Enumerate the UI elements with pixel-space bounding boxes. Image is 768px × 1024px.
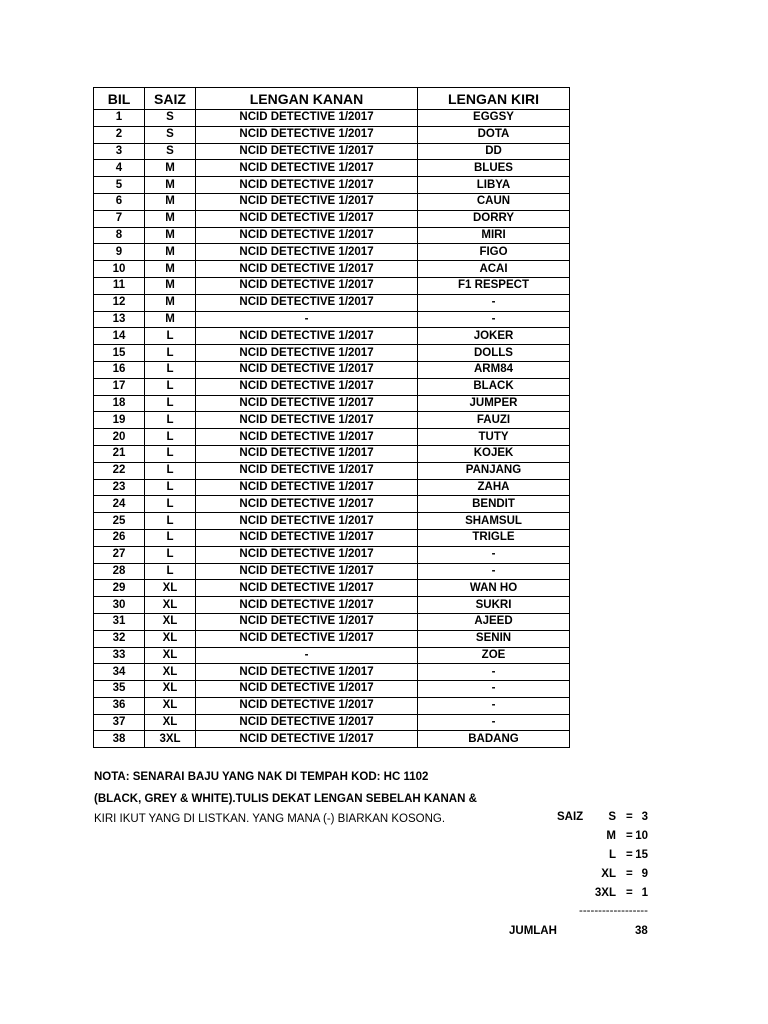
cell-bil: 35 — [94, 681, 145, 698]
cell-lengan-kanan: NCID DETECTIVE 1/2017 — [196, 429, 418, 446]
size-equals: = — [626, 811, 633, 823]
cell-saiz: L — [145, 378, 196, 395]
cell-lengan-kanan: NCID DETECTIVE 1/2017 — [196, 345, 418, 362]
size-name: XL — [601, 868, 616, 880]
cell-saiz: XL — [145, 613, 196, 630]
cell-bil: 3 — [94, 143, 145, 160]
size-summary-row — [560, 868, 656, 884]
cell-saiz: S — [145, 110, 196, 127]
table-row — [94, 277, 570, 294]
cell-lengan-kanan: NCID DETECTIVE 1/2017 — [196, 714, 418, 731]
cell-lengan-kiri: AJEED — [418, 613, 570, 630]
size-count: 3 — [641, 811, 648, 823]
table-body — [94, 110, 570, 748]
cell-bil: 8 — [94, 227, 145, 244]
cell-bil: 27 — [94, 546, 145, 563]
cell-lengan-kanan: NCID DETECTIVE 1/2017 — [196, 110, 418, 127]
cell-lengan-kiri: FIGO — [418, 244, 570, 261]
cell-bil: 36 — [94, 697, 145, 714]
cell-lengan-kiri: - — [418, 294, 570, 311]
table-row — [94, 126, 570, 143]
size-equals: = — [626, 849, 633, 861]
cell-lengan-kiri: - — [418, 664, 570, 681]
cell-lengan-kiri: F1 RESPECT — [418, 277, 570, 294]
table-row — [94, 261, 570, 278]
cell-lengan-kiri: EGGSY — [418, 110, 570, 127]
cell-bil: 21 — [94, 445, 145, 462]
cell-lengan-kiri: TRIGLE — [418, 529, 570, 546]
cell-bil: 17 — [94, 378, 145, 395]
size-summary-row — [560, 849, 656, 865]
cell-bil: 37 — [94, 714, 145, 731]
cell-lengan-kiri: JUMPER — [418, 395, 570, 412]
cell-lengan-kiri: DORRY — [418, 210, 570, 227]
cell-lengan-kanan: NCID DETECTIVE 1/2017 — [196, 177, 418, 194]
cell-lengan-kanan: NCID DETECTIVE 1/2017 — [196, 361, 418, 378]
cell-bil: 2 — [94, 126, 145, 143]
cell-saiz: M — [145, 160, 196, 177]
cell-lengan-kanan: NCID DETECTIVE 1/2017 — [196, 563, 418, 580]
table-row — [94, 681, 570, 698]
table-row — [94, 143, 570, 160]
cell-saiz: L — [145, 563, 196, 580]
order-table — [93, 87, 570, 748]
size-summary-row — [560, 887, 656, 903]
cell-saiz: XL — [145, 647, 196, 664]
cell-lengan-kanan: NCID DETECTIVE 1/2017 — [196, 580, 418, 597]
cell-saiz: M — [145, 193, 196, 210]
cell-saiz: XL — [145, 664, 196, 681]
cell-lengan-kanan: NCID DETECTIVE 1/2017 — [196, 412, 418, 429]
cell-lengan-kiri: SENIN — [418, 630, 570, 647]
cell-saiz: M — [145, 277, 196, 294]
cell-lengan-kiri: - — [418, 714, 570, 731]
table-row — [94, 378, 570, 395]
cell-bil: 24 — [94, 496, 145, 513]
cell-lengan-kiri: JOKER — [418, 328, 570, 345]
cell-lengan-kanan: NCID DETECTIVE 1/2017 — [196, 210, 418, 227]
note-line-3: KIRI IKUT YANG DI LISTKAN. YANG MANA (-) BIARKAN KOSONG. — [94, 813, 446, 825]
cell-bil: 26 — [94, 529, 145, 546]
cell-lengan-kanan: - — [196, 647, 418, 664]
cell-saiz: L — [145, 496, 196, 513]
cell-lengan-kiri: MIRI — [418, 227, 570, 244]
cell-lengan-kanan: NCID DETECTIVE 1/2017 — [196, 160, 418, 177]
table-row — [94, 697, 570, 714]
cell-lengan-kiri: BENDIT — [418, 496, 570, 513]
cell-bil: 5 — [94, 177, 145, 194]
cell-lengan-kanan: NCID DETECTIVE 1/2017 — [196, 630, 418, 647]
table-row — [94, 513, 570, 530]
header-lengan-kiri: LENGAN KIRI — [418, 88, 570, 110]
cell-saiz: L — [145, 546, 196, 563]
cell-lengan-kiri: TUTY — [418, 429, 570, 446]
cell-lengan-kiri: SHAMSUL — [418, 513, 570, 530]
cell-saiz: L — [145, 445, 196, 462]
cell-lengan-kanan: NCID DETECTIVE 1/2017 — [196, 445, 418, 462]
cell-lengan-kiri: BLACK — [418, 378, 570, 395]
cell-lengan-kanan: NCID DETECTIVE 1/2017 — [196, 479, 418, 496]
cell-bil: 22 — [94, 462, 145, 479]
cell-saiz: L — [145, 513, 196, 530]
table-row — [94, 597, 570, 614]
table-row — [94, 193, 570, 210]
cell-saiz: M — [145, 244, 196, 261]
table-row — [94, 630, 570, 647]
cell-saiz: XL — [145, 697, 196, 714]
cell-lengan-kiri: - — [418, 681, 570, 698]
cell-lengan-kiri: PANJANG — [418, 462, 570, 479]
table-row — [94, 445, 570, 462]
cell-lengan-kanan: NCID DETECTIVE 1/2017 — [196, 143, 418, 160]
cell-bil: 6 — [94, 193, 145, 210]
cell-lengan-kiri: KOJEK — [418, 445, 570, 462]
cell-saiz: S — [145, 143, 196, 160]
cell-lengan-kanan: NCID DETECTIVE 1/2017 — [196, 513, 418, 530]
cell-bil: 31 — [94, 613, 145, 630]
cell-lengan-kanan: NCID DETECTIVE 1/2017 — [196, 261, 418, 278]
cell-saiz: XL — [145, 714, 196, 731]
size-name: L — [608, 849, 616, 861]
cell-bil: 33 — [94, 647, 145, 664]
cell-lengan-kiri: DOLLS — [418, 345, 570, 362]
cell-lengan-kanan: NCID DETECTIVE 1/2017 — [196, 462, 418, 479]
cell-bil: 13 — [94, 311, 145, 328]
cell-saiz: M — [145, 261, 196, 278]
cell-saiz: XL — [145, 597, 196, 614]
cell-lengan-kanan: NCID DETECTIVE 1/2017 — [196, 529, 418, 546]
table-row — [94, 429, 570, 446]
table-row — [94, 731, 570, 748]
cell-bil: 30 — [94, 597, 145, 614]
cell-lengan-kiri: DOTA — [418, 126, 570, 143]
cell-bil: 4 — [94, 160, 145, 177]
cell-lengan-kanan: NCID DETECTIVE 1/2017 — [196, 294, 418, 311]
cell-bil: 28 — [94, 563, 145, 580]
cell-saiz: M — [145, 227, 196, 244]
size-count: 9 — [641, 868, 648, 880]
table-row — [94, 496, 570, 513]
cell-bil: 14 — [94, 328, 145, 345]
table-row — [94, 110, 570, 127]
cell-lengan-kanan: NCID DETECTIVE 1/2017 — [196, 126, 418, 143]
cell-lengan-kanan: NCID DETECTIVE 1/2017 — [196, 496, 418, 513]
cell-lengan-kanan: NCID DETECTIVE 1/2017 — [196, 395, 418, 412]
cell-lengan-kiri: - — [418, 546, 570, 563]
cell-lengan-kiri: - — [418, 697, 570, 714]
table-header-row — [94, 88, 570, 110]
table-row — [94, 580, 570, 597]
table-row — [94, 462, 570, 479]
cell-lengan-kanan: NCID DETECTIVE 1/2017 — [196, 597, 418, 614]
cell-lengan-kanan: NCID DETECTIVE 1/2017 — [196, 378, 418, 395]
cell-bil: 7 — [94, 210, 145, 227]
cell-saiz: L — [145, 345, 196, 362]
cell-lengan-kanan: NCID DETECTIVE 1/2017 — [196, 227, 418, 244]
cell-bil: 12 — [94, 294, 145, 311]
cell-saiz: L — [145, 361, 196, 378]
cell-saiz: XL — [145, 630, 196, 647]
table-row — [94, 311, 570, 328]
cell-lengan-kiri: LIBYA — [418, 177, 570, 194]
cell-bil: 1 — [94, 110, 145, 127]
header-saiz: SAIZ — [145, 88, 196, 110]
cell-bil: 11 — [94, 277, 145, 294]
cell-saiz: L — [145, 479, 196, 496]
table-row — [94, 244, 570, 261]
cell-lengan-kanan: NCID DETECTIVE 1/2017 — [196, 697, 418, 714]
cell-lengan-kiri: BADANG — [418, 731, 570, 748]
cell-saiz: L — [145, 395, 196, 412]
cell-saiz: S — [145, 126, 196, 143]
size-summary-row — [560, 830, 656, 846]
cell-saiz: L — [145, 529, 196, 546]
note-line-2: (BLACK, GREY & WHITE).TULIS DEKAT LENGAN SEBELAH KANAN & — [94, 793, 477, 805]
cell-lengan-kiri: DD — [418, 143, 570, 160]
table-row — [94, 177, 570, 194]
cell-bil: 10 — [94, 261, 145, 278]
cell-lengan-kiri: WAN HO — [418, 580, 570, 597]
size-count: 1 — [641, 887, 648, 899]
cell-lengan-kanan: NCID DETECTIVE 1/2017 — [196, 244, 418, 261]
cell-saiz: M — [145, 177, 196, 194]
table-row — [94, 328, 570, 345]
header-bil: BIL — [94, 88, 145, 110]
table-row — [94, 227, 570, 244]
cell-bil: 18 — [94, 395, 145, 412]
table-row — [94, 210, 570, 227]
table-row — [94, 479, 570, 496]
cell-lengan-kanan: NCID DETECTIVE 1/2017 — [196, 664, 418, 681]
table-row — [94, 664, 570, 681]
table-row — [94, 361, 570, 378]
cell-saiz: L — [145, 462, 196, 479]
cell-bil: 25 — [94, 513, 145, 530]
table-row — [94, 529, 570, 546]
cell-bil: 32 — [94, 630, 145, 647]
size-name: S — [608, 811, 616, 823]
cell-saiz: M — [145, 294, 196, 311]
summary-separator: ------------------ — [579, 905, 648, 917]
cell-lengan-kanan: NCID DETECTIVE 1/2017 — [196, 277, 418, 294]
cell-lengan-kiri: - — [418, 311, 570, 328]
table-row — [94, 160, 570, 177]
cell-lengan-kanan: NCID DETECTIVE 1/2017 — [196, 731, 418, 748]
table-row — [94, 563, 570, 580]
size-equals: = — [626, 868, 633, 880]
cell-saiz: M — [145, 210, 196, 227]
size-count: 10 — [635, 830, 648, 842]
cell-lengan-kiri: - — [418, 563, 570, 580]
cell-lengan-kiri: BLUES — [418, 160, 570, 177]
table-row — [94, 647, 570, 664]
cell-lengan-kiri: ZOE — [418, 647, 570, 664]
table-row — [94, 546, 570, 563]
cell-lengan-kanan: NCID DETECTIVE 1/2017 — [196, 681, 418, 698]
cell-lengan-kanan: NCID DETECTIVE 1/2017 — [196, 613, 418, 630]
size-name: 3XL — [594, 887, 616, 899]
cell-saiz: L — [145, 429, 196, 446]
table-row — [94, 613, 570, 630]
header-lengan-kanan: LENGAN KANAN — [196, 88, 418, 110]
cell-lengan-kiri: SUKRI — [418, 597, 570, 614]
size-equals: = — [626, 887, 633, 899]
size-name: M — [606, 830, 616, 842]
cell-lengan-kiri: CAUN — [418, 193, 570, 210]
cell-lengan-kiri: ACAI — [418, 261, 570, 278]
cell-saiz: M — [145, 311, 196, 328]
cell-lengan-kanan: NCID DETECTIVE 1/2017 — [196, 193, 418, 210]
table-row — [94, 412, 570, 429]
cell-bil: 23 — [94, 479, 145, 496]
cell-bil: 38 — [94, 731, 145, 748]
cell-lengan-kiri: ARM84 — [418, 361, 570, 378]
cell-bil: 20 — [94, 429, 145, 446]
table-row — [94, 294, 570, 311]
cell-saiz: 3XL — [145, 731, 196, 748]
cell-lengan-kiri: FAUZI — [418, 412, 570, 429]
cell-bil: 16 — [94, 361, 145, 378]
cell-saiz: L — [145, 328, 196, 345]
cell-bil: 15 — [94, 345, 145, 362]
cell-lengan-kanan: NCID DETECTIVE 1/2017 — [196, 546, 418, 563]
total-label: JUMLAH — [509, 925, 557, 937]
cell-saiz: XL — [145, 681, 196, 698]
table-row — [94, 714, 570, 731]
note-line-1: NOTA: SENARAI BAJU YANG NAK DI TEMPAH KOD: HC 1102 — [94, 771, 429, 783]
cell-saiz: L — [145, 412, 196, 429]
table-row — [94, 395, 570, 412]
size-equals: = — [626, 830, 633, 842]
cell-bil: 29 — [94, 580, 145, 597]
summary-label: SAIZ — [557, 811, 584, 823]
total-value: 38 — [635, 925, 648, 937]
table-row — [94, 345, 570, 362]
cell-bil: 9 — [94, 244, 145, 261]
cell-bil: 19 — [94, 412, 145, 429]
size-count: 15 — [635, 849, 648, 861]
size-summary-row — [560, 811, 656, 827]
cell-bil: 34 — [94, 664, 145, 681]
cell-saiz: XL — [145, 580, 196, 597]
cell-lengan-kanan: - — [196, 311, 418, 328]
cell-lengan-kanan: NCID DETECTIVE 1/2017 — [196, 328, 418, 345]
cell-lengan-kiri: ZAHA — [418, 479, 570, 496]
